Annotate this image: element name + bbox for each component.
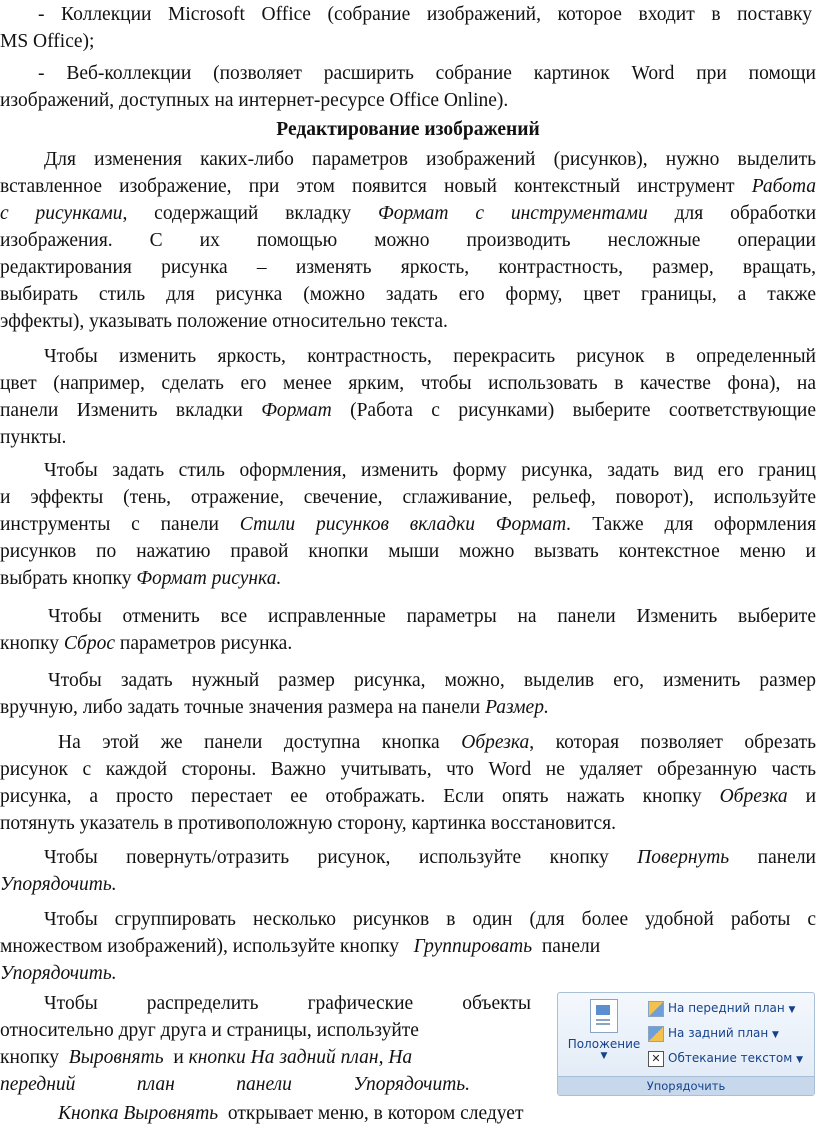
position-button[interactable]	[564, 999, 644, 1067]
paragraph-line	[0, 1101, 816, 1127]
paragraph-line	[0, 811, 816, 837]
text-run: (Работа с рисунками) выберите соответствующие	[350, 400, 816, 421]
text-run: параметров рисунка.	[119, 633, 293, 654]
paragraph-line	[0, 1072, 470, 1098]
dropdown-arrow-icon: ▼	[772, 1030, 779, 1040]
italic-term: передний план	[0, 1074, 175, 1095]
italic-term: Выровнять	[68, 1047, 164, 1068]
italic-term: Упорядочить.	[0, 963, 117, 984]
text-run: выбирать стиль для рисунка (можно задать его форму, цвет границы, а также	[0, 284, 816, 305]
paragraph-line	[0, 961, 816, 987]
send-to-back-icon	[648, 1026, 664, 1042]
bullet-text: MS Office);	[0, 31, 95, 52]
bullet-text: - Веб-коллекции (позволяет расширить собрание картинок Word при помощи	[38, 63, 816, 84]
text-run: Чтобы задать нужный размер рисунка, можно, выделив его, изменить размер	[48, 670, 816, 691]
text-run: и	[805, 786, 816, 807]
send-to-back-label: На задний план	[668, 1026, 769, 1040]
paragraph-line	[0, 845, 816, 871]
text-run: На этой же панели доступна кнопка	[58, 732, 440, 753]
paragraph-line	[0, 344, 816, 370]
paragraph-line	[0, 1045, 531, 1071]
bullet-web-collections	[0, 61, 816, 87]
italic-term: Работа	[751, 176, 816, 197]
paragraph-line	[0, 566, 816, 592]
text-run: панели Изменить вкладки	[0, 400, 243, 421]
text-run: Также для оформления	[592, 514, 816, 535]
dropdown-arrow-icon: ▼	[788, 1005, 796, 1015]
text-run: Чтобы задать стиль оформления, изменить форму рисунка, задать вид его границ	[44, 460, 816, 481]
italic-term: панели	[236, 1074, 292, 1095]
bullet-text: - Коллекции Microsoft Office (собрание изображений, которое входит в поставку	[38, 4, 812, 25]
italic-term: Стили рисунков вкладки Формат.	[239, 514, 572, 535]
paragraph-line	[0, 631, 816, 657]
italic-term: Формат	[261, 400, 332, 421]
text-run: цвет (например, сделать его менее ярким, чтобы использовать в качестве фона), на	[0, 373, 816, 394]
text-run: рисунка, а просто перестает ее отображать. Если опять нажать кнопку	[0, 786, 702, 807]
text-run: кнопку	[0, 633, 60, 654]
paragraph-line	[0, 784, 816, 810]
dropdown-arrow-icon: ▼	[600, 1051, 608, 1061]
italic-term: Обрезка	[461, 732, 530, 753]
text-run: Для изменения каких-либо параметров изображений (рисунков), нужно выделить	[44, 149, 816, 170]
italic-term: с рисунками	[0, 203, 123, 224]
text-run: множеством изображений), используйте кнопку	[0, 936, 399, 957]
paragraph-line	[0, 425, 816, 451]
text-run: открывает меню, в котором следует	[227, 1103, 524, 1124]
text-run: Чтобы повернуть/отразить рисунок, используйте кнопку	[44, 847, 609, 868]
paragraph-line	[0, 539, 816, 565]
paragraph-line	[0, 695, 816, 721]
position-label: Положение	[567, 1037, 641, 1051]
paragraph-line	[0, 282, 816, 308]
italic-term: Обрезка	[719, 786, 788, 807]
text-run: панели	[757, 847, 816, 868]
position-icon	[590, 999, 618, 1033]
paragraph-line	[0, 872, 816, 898]
paragraph-line	[0, 309, 816, 335]
text-run: выбрать кнопку	[0, 568, 132, 589]
text-run: изображения. С их помощью можно производить несложные операции	[0, 230, 816, 251]
arrange-ribbon-group	[557, 992, 815, 1096]
paragraph-line	[0, 228, 816, 254]
text-run: для обработки	[674, 203, 816, 224]
bullet-web-collections-cont	[0, 88, 816, 114]
paragraph-line	[0, 668, 816, 694]
text-run: Чтобы изменить яркость, контрастность, перекрасить рисунок в определенный	[44, 346, 816, 367]
italic-term: Сброс	[63, 633, 116, 654]
italic-term: кнопки На задний план, На	[188, 1047, 413, 1068]
bullet-office-collections-cont	[0, 29, 816, 55]
paragraph-line	[0, 174, 816, 200]
paragraph-line	[0, 147, 816, 173]
paragraph-line	[0, 1018, 531, 1044]
italic-term: Повернуть	[637, 847, 730, 868]
paragraph-line	[0, 485, 816, 511]
text-run: Чтобы отменить все исправленные параметры на панели Изменить выберите	[48, 606, 816, 627]
paragraph-line	[0, 730, 816, 756]
bullet-office-collections	[0, 2, 812, 28]
italic-term: Размер.	[485, 697, 549, 718]
text-run: редактирования рисунка – изменять яркость, контрастность, размер, вращать,	[0, 257, 816, 278]
text-run: вставленное изображение, при этом появится новый контекстный инструмент	[0, 176, 735, 197]
paragraph-line	[0, 371, 816, 397]
text-run: потянуть указатель в противоположную сторону, картинка восстановится.	[0, 813, 617, 834]
arrange-group-label: Упорядочить	[558, 1076, 814, 1095]
text-run: инструменты с панели	[0, 514, 219, 535]
text-run: кнопку	[0, 1047, 60, 1068]
dropdown-arrow-icon: ▼	[796, 1055, 804, 1065]
text-wrap-button[interactable]	[648, 1047, 803, 1069]
text-run: рисунков по нажатию правой кнопки мыши можно вызвать контекстное меню и	[0, 541, 816, 562]
text-wrap-icon: ✕	[648, 1051, 664, 1067]
text-run: , которая позволяет обрезать	[529, 732, 816, 753]
text-run: , содержащий вкладку	[122, 203, 352, 224]
text-run: и	[173, 1047, 184, 1068]
paragraph-line	[0, 934, 816, 960]
section-heading: Редактирование изображений	[276, 119, 540, 140]
italic-term: Формат рисунка.	[136, 568, 282, 589]
text-run: и эффекты (тень, отражение, свечение, сглаживание, рельеф, поворот), используйте	[0, 487, 816, 508]
paragraph-line	[0, 458, 816, 484]
paragraph-line	[0, 757, 816, 783]
italic-term: Формат с инструментами	[378, 203, 648, 224]
paragraph-line	[0, 201, 816, 227]
bring-to-front-icon	[648, 1001, 664, 1017]
bullet-text: изображений, доступных на интернет-ресурсе Office Online).	[0, 90, 509, 111]
italic-term: Упорядочить.	[0, 874, 117, 895]
italic-term: Группировать	[413, 936, 533, 957]
paragraph-line	[0, 398, 816, 424]
send-to-back-button[interactable]	[648, 1022, 779, 1044]
text-run: пункты.	[0, 427, 67, 448]
paragraph-line	[0, 512, 816, 538]
text-run: панели	[541, 936, 601, 957]
italic-term: Упорядочить.	[353, 1074, 471, 1095]
text-wrap-label: Обтекание текстом	[668, 1051, 793, 1065]
text-run: относительно друг друга и страницы, используйте	[0, 1020, 419, 1041]
bring-to-front-label: На передний план	[668, 1001, 785, 1015]
text-run: вручную, либо задать точные значения размера на панели	[0, 697, 481, 718]
paragraph-line	[0, 907, 816, 933]
text-run: Чтобы распределить графические объекты	[44, 993, 531, 1014]
italic-term: Кнопка Выровнять	[58, 1103, 219, 1124]
text-run: рисунок с каждой стороны. Важно учитывать, что Word не удаляет обрезанную часть	[0, 759, 816, 780]
paragraph-line	[0, 604, 816, 630]
bring-to-front-button[interactable]	[648, 997, 795, 1019]
paragraph-line	[0, 255, 816, 281]
text-run: эффекты), указывать положение относительно текста.	[0, 311, 448, 332]
paragraph-line	[0, 991, 531, 1017]
text-run: Чтобы сгруппировать несколько рисунков в один (для более удобной работы с	[44, 909, 816, 930]
